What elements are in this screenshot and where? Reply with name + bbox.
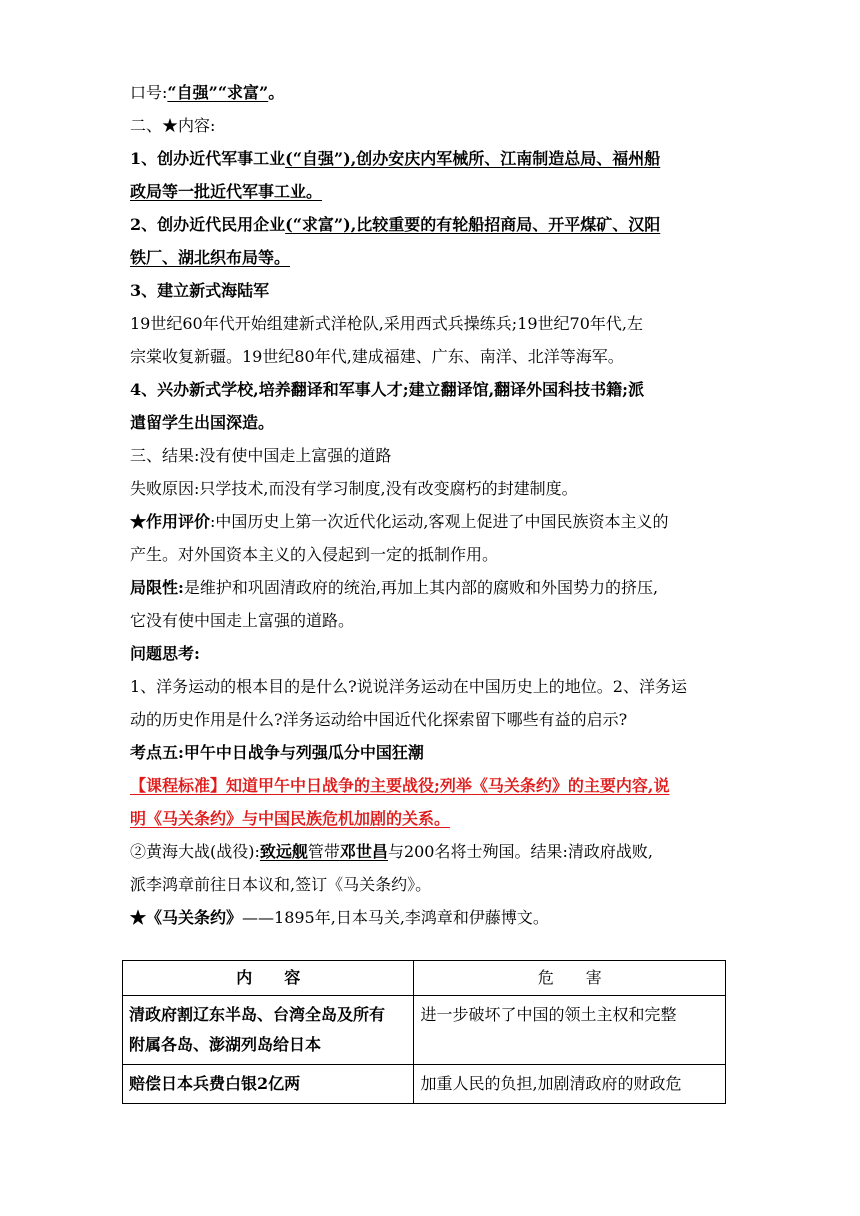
- battle-label: ②黄海大战(战役):: [130, 842, 260, 861]
- evaluation-line-1: [130, 511, 740, 533]
- item-3-line-2: 宗棠收复新疆。19世纪80年代,建成福建、广东、南洋、北洋等海军。: [130, 347, 624, 366]
- item-2-text: (“求富”),比较重要的有轮船招商局、开平煤矿、汉阳: [285, 215, 661, 234]
- ship-name: 致远舰: [259, 842, 308, 861]
- item-1-text: (“自强”),创办安庆内军械所、江南制造总局、福州船: [285, 149, 661, 168]
- slogan-period: 。: [268, 83, 285, 102]
- item-2-line-2: 铁厂、湖北织布局等。: [130, 248, 291, 267]
- captain-name: 邓世昌: [339, 842, 388, 861]
- item-3-line-1: 19世纪60年代开始组建新式洋枪队,采用西式兵操练兵;19世纪70年代,左: [130, 314, 644, 333]
- treaty-line: [130, 907, 740, 929]
- item-4-line-1: 4、兴办新式学校,培养翻译和军事人才;建立翻译馆,翻译外国科技书籍;派: [130, 380, 645, 399]
- section-content-heading: 二、★内容:: [130, 116, 216, 135]
- table-row: [123, 996, 726, 1065]
- table-header-row: [123, 961, 726, 996]
- row-content-line: 附属各岛、澎湖列岛给日本: [129, 1035, 322, 1054]
- header-content: 内 容: [123, 961, 414, 996]
- limitation-text: 是维护和巩固清政府的统治,再加上其内部的腐败和外国势力的挤压,: [183, 578, 659, 597]
- question-line-2: 动的历史作用是什么?洋务运动给中国近代化探索留下哪些有益的启示?: [130, 710, 628, 729]
- item-3-title: 3、建立新式海陆军: [130, 281, 270, 300]
- document-body: [130, 82, 740, 929]
- item-1-line-2: 政局等一批近代军事工业。: [130, 182, 323, 201]
- limitation-line-1: [130, 577, 740, 599]
- yellow-sea-battle-line-1: [130, 841, 740, 863]
- row-content-line: 清政府割辽东半岛、台湾全岛及所有: [129, 1005, 386, 1024]
- limitation-label: 局限性:: [130, 578, 184, 597]
- curriculum-standard-line-2: 明《马关条约》与中国民族危机加剧的关系。: [130, 809, 451, 828]
- topic-5-heading: 考点五:甲午中日战争与列强瓜分中国狂潮: [130, 743, 424, 762]
- curriculum-standard-line-1: 【课程标准】知道甲午中日战争的主要战役;列举《马关条约》的主要内容,说: [130, 776, 670, 795]
- slogan-line: [130, 82, 740, 104]
- yellow-sea-battle-line-2: 派李鸿章前往日本议和,签订《马关条约》。: [130, 875, 432, 894]
- result-heading: 三、结果:没有使中国走上富强的道路: [130, 446, 392, 465]
- battle-text: 与200名将士殉国。结果:清政府战败,: [387, 842, 653, 861]
- item-1-line-1: [130, 148, 740, 170]
- treaty-label: ★《马关条约》: [130, 908, 243, 927]
- limitation-line-2: 它没有使中国走上富强的道路。: [130, 611, 355, 630]
- evaluation-label: ★作用评价: [130, 512, 211, 531]
- row-content: [123, 996, 414, 1065]
- row-harm: 加重人民的负担,加剧清政府的财政危: [414, 1065, 726, 1104]
- question-line-1: 1、洋务运动的根本目的是什么?说说洋务运动在中国历史上的地位。2、洋务运: [130, 677, 687, 696]
- row-content: 赔偿日本兵费白银2亿两: [123, 1065, 414, 1104]
- captain-title: 管带: [307, 842, 340, 861]
- item-4-line-2: 遣留学生出国深造。: [130, 413, 275, 432]
- table-row: [123, 1065, 726, 1104]
- header-harm: 危 害: [414, 961, 726, 996]
- evaluation-line-2: 产生。对外国资本主义的入侵起到一定的抵制作用。: [130, 545, 499, 564]
- slogan-label: 口号:: [130, 83, 168, 102]
- slogan-value: “自强”“求富”: [167, 83, 269, 102]
- treaty-text: ——1895年,日本马关,李鸿章和伊藤博文。: [242, 908, 549, 927]
- item-2-title: 2、创办近代民用企业: [130, 215, 286, 234]
- item-2-line-1: [130, 214, 740, 236]
- treaty-table: [122, 960, 726, 1104]
- row-harm: 进一步破坏了中国的领土主权和完整: [414, 996, 726, 1065]
- evaluation-text: :中国历史上第一次近代化运动,客观上促进了中国民族资本主义的: [210, 512, 669, 531]
- item-1-title: 1、创办近代军事工业: [130, 149, 286, 168]
- failure-reason: 失败原因:只学技术,而没有学习制度,没有改变腐朽的封建制度。: [130, 479, 578, 498]
- questions-heading: 问题思考:: [130, 644, 200, 663]
